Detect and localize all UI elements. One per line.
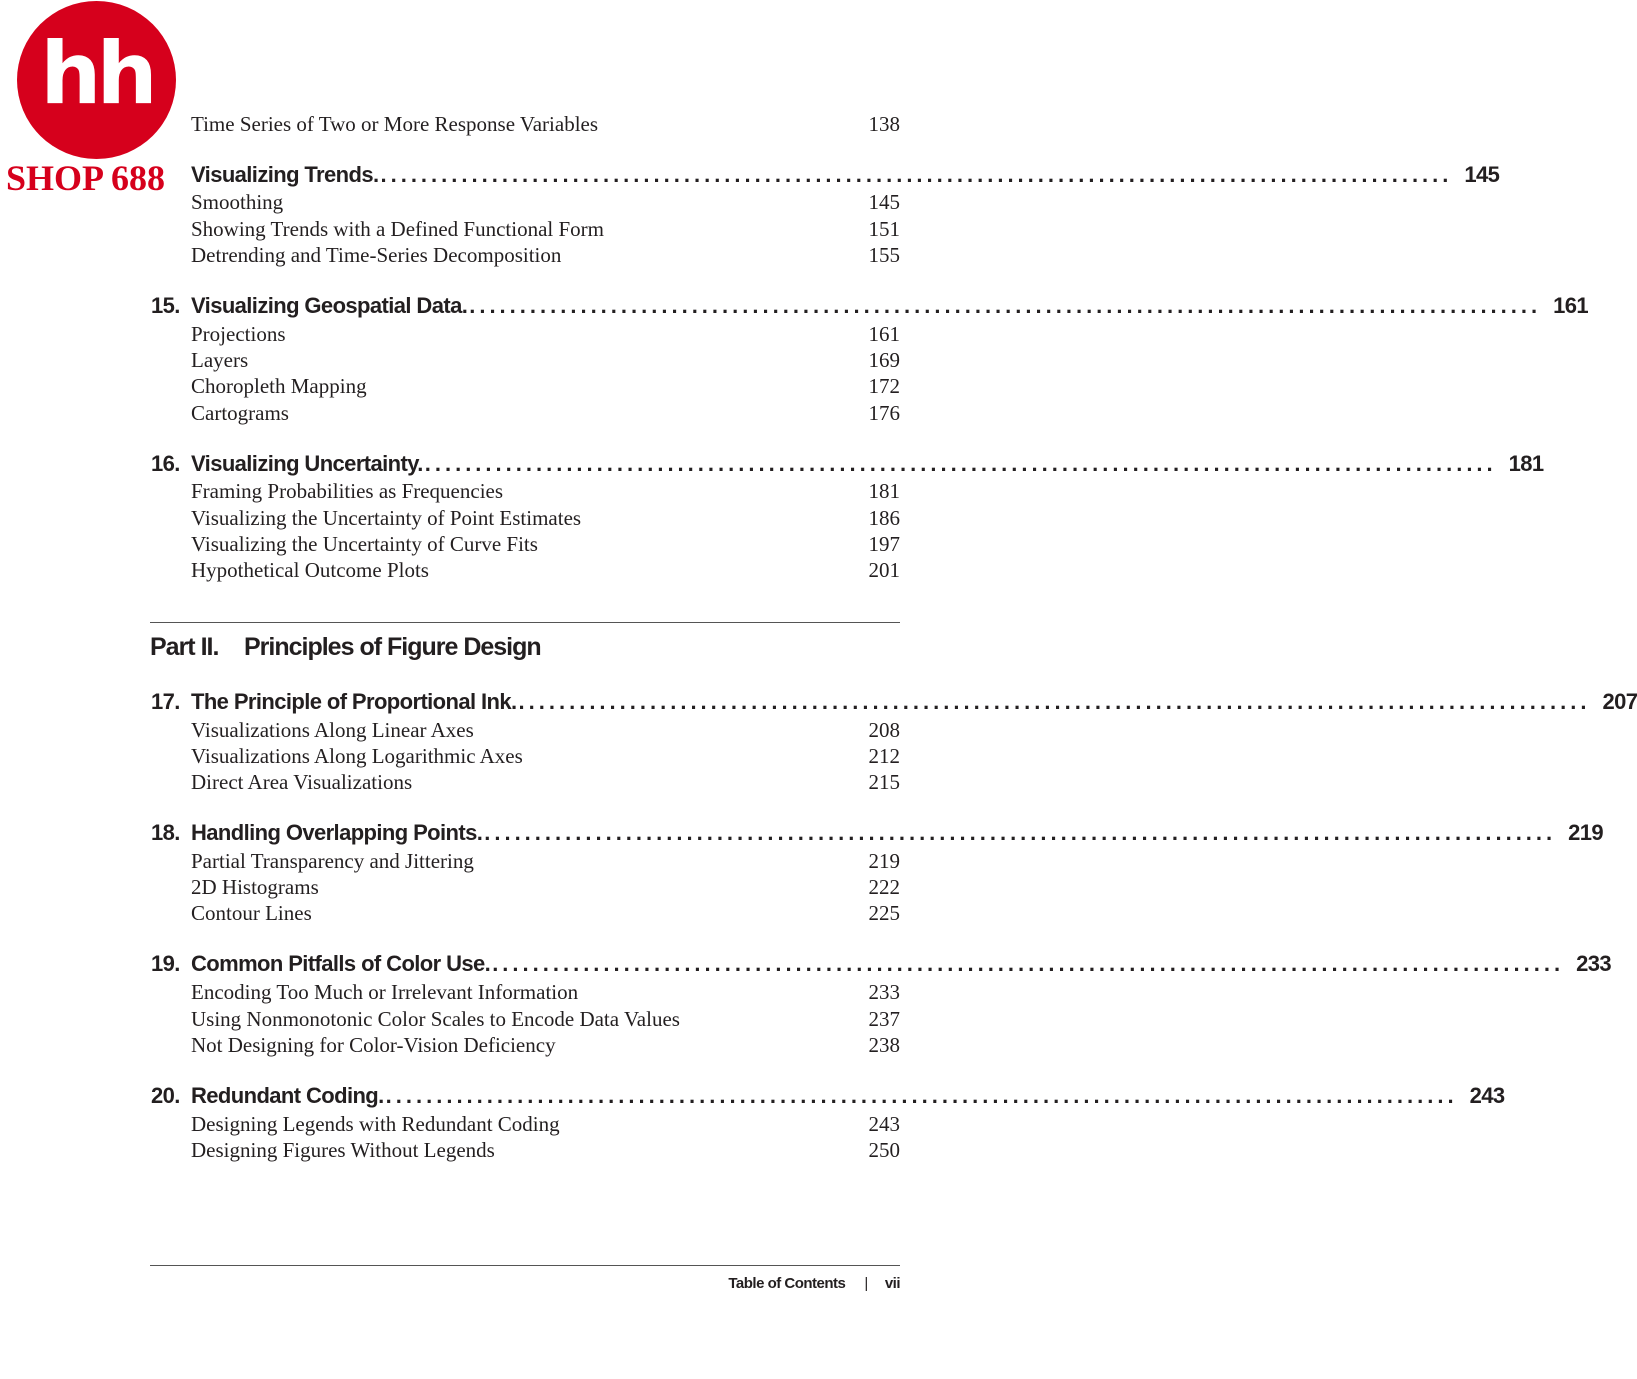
section-page: 219 bbox=[868, 849, 900, 873]
section-title: Using Nonmonotonic Color Scales to Encode Data Values bbox=[191, 1007, 680, 1031]
section-title: Contour Lines bbox=[191, 901, 312, 925]
section-page: 222 bbox=[868, 875, 900, 899]
section-page: 201 bbox=[868, 558, 900, 582]
section-title: Smoothing bbox=[191, 190, 284, 214]
section-page: 186 bbox=[868, 506, 900, 530]
toc-section[interactable] bbox=[191, 1032, 900, 1058]
section-page: 145 bbox=[868, 190, 900, 214]
toc-section[interactable] bbox=[191, 242, 900, 268]
toc-section[interactable] bbox=[191, 1137, 900, 1163]
toc-section[interactable] bbox=[191, 1006, 900, 1032]
chapter-title: Visualizing Uncertainty. bbox=[191, 451, 423, 476]
chapter-title: Redundant Coding. bbox=[191, 1083, 384, 1108]
toc-section[interactable] bbox=[191, 900, 900, 926]
chapter-title: Common Pitfalls of Color Use. bbox=[191, 951, 491, 976]
section-title: Visualizing the Uncertainty of Point Estimates bbox=[191, 506, 582, 530]
toc-section[interactable] bbox=[191, 189, 900, 215]
toc-section[interactable] bbox=[191, 848, 900, 874]
page-footer bbox=[728, 1273, 900, 1295]
chapter-number: 16. bbox=[151, 451, 180, 476]
dot-leader: .......................................................................................................... bbox=[380, 162, 1453, 187]
toc-chapter-14[interactable] bbox=[151, 160, 1500, 190]
section-title: Choropleth Mapping bbox=[191, 374, 367, 398]
toc-section[interactable] bbox=[191, 717, 900, 743]
section-title: Visualizing the Uncertainty of Curve Fits bbox=[191, 532, 538, 556]
section-title: Partial Transparency and Jittering bbox=[191, 849, 474, 873]
section-title: Direct Area Visualizations bbox=[191, 770, 413, 794]
chapter-page: 243 bbox=[1469, 1083, 1505, 1108]
toc-section[interactable] bbox=[191, 111, 900, 137]
chapter-number: 18. bbox=[151, 820, 180, 845]
section-page: 215 bbox=[868, 770, 900, 794]
section-title: Showing Trends with a Defined Functional Form bbox=[191, 217, 604, 241]
section-title: Encoding Too Much or Irrelevant Information bbox=[191, 980, 579, 1004]
chapter-page: 181 bbox=[1508, 451, 1544, 476]
toc-section[interactable] bbox=[191, 743, 900, 769]
section-page: 181 bbox=[868, 479, 900, 503]
chapter-number: 17. bbox=[151, 689, 180, 714]
section-title: Visualizations Along Logarithmic Axes bbox=[191, 744, 523, 768]
section-page: 151 bbox=[868, 217, 900, 241]
chapter-page: 219 bbox=[1568, 820, 1604, 845]
dot-leader: .......................................................................................................... bbox=[424, 451, 1497, 476]
footer-separator: | bbox=[864, 1275, 868, 1292]
section-title: Not Designing for Color-Vision Deficiency bbox=[191, 1033, 556, 1057]
section-page: 233 bbox=[868, 980, 900, 1004]
section-page: 238 bbox=[868, 1033, 900, 1057]
section-title: Time Series of Two or More Response Variables bbox=[191, 112, 599, 136]
section-page: 155 bbox=[868, 243, 900, 267]
section-page: 250 bbox=[868, 1138, 900, 1162]
part-title: Principles of Figure Design bbox=[244, 633, 541, 661]
part-heading[interactable] bbox=[150, 630, 541, 664]
toc-section[interactable] bbox=[191, 769, 900, 795]
footer-label: Table of Contents bbox=[728, 1275, 846, 1292]
toc-section[interactable] bbox=[191, 557, 900, 583]
toc-chapter-19[interactable] bbox=[151, 949, 1611, 979]
chapter-title: The Principle of Proportional Ink. bbox=[191, 689, 517, 714]
toc-section[interactable] bbox=[191, 478, 900, 504]
toc-section[interactable] bbox=[191, 321, 900, 347]
chapter-page: 207 bbox=[1602, 689, 1637, 714]
dot-leader: .......................................................................................................... bbox=[518, 689, 1591, 714]
section-page: 208 bbox=[868, 718, 900, 742]
chapter-number: 19. bbox=[151, 951, 180, 976]
toc-section[interactable] bbox=[191, 216, 900, 242]
toc-chapter-17[interactable] bbox=[151, 687, 1637, 717]
hh-logo bbox=[17, 1, 176, 159]
section-title: Projections bbox=[191, 322, 286, 346]
section-title: Designing Figures Without Legends bbox=[191, 1138, 495, 1162]
toc-section[interactable] bbox=[191, 505, 900, 531]
dot-leader: .......................................................................................................... bbox=[469, 293, 1542, 318]
section-page: 237 bbox=[868, 1007, 900, 1031]
section-title: Cartograms bbox=[191, 401, 289, 425]
logo-text: hh bbox=[40, 24, 153, 124]
chapter-page: 145 bbox=[1464, 162, 1500, 187]
section-page: 243 bbox=[868, 1112, 900, 1136]
toc-section[interactable] bbox=[191, 347, 900, 373]
dot-leader: .......................................................................................................... bbox=[492, 951, 1565, 976]
footer-page-number: vii bbox=[884, 1275, 900, 1292]
toc-chapter-16[interactable] bbox=[151, 449, 1544, 479]
toc-section[interactable] bbox=[191, 531, 900, 557]
section-title: Designing Legends with Redundant Coding bbox=[191, 1112, 560, 1136]
section-title: Hypothetical Outcome Plots bbox=[191, 558, 429, 582]
chapter-number: 15. bbox=[151, 293, 180, 318]
section-title: Framing Probabilities as Frequencies bbox=[191, 479, 504, 503]
dot-leader: .......................................................................................................... bbox=[484, 820, 1557, 845]
toc-section[interactable] bbox=[191, 979, 900, 1005]
section-title: 2D Histograms bbox=[191, 875, 319, 899]
chapter-title: Visualizing Trends. bbox=[191, 162, 379, 187]
section-page: 225 bbox=[868, 901, 900, 925]
chapter-title: Visualizing Geospatial Data. bbox=[191, 293, 468, 318]
toc-chapter-15[interactable] bbox=[151, 291, 1589, 321]
chapter-title: Handling Overlapping Points. bbox=[191, 820, 483, 845]
section-page: 161 bbox=[868, 322, 900, 346]
section-title: Layers bbox=[191, 348, 249, 372]
section-title: Visualizations Along Linear Axes bbox=[191, 718, 474, 742]
part-label: Part II. bbox=[150, 633, 219, 661]
toc-section[interactable] bbox=[191, 400, 900, 426]
part-divider-rule bbox=[150, 622, 900, 623]
chapter-page: 161 bbox=[1553, 293, 1589, 318]
chapter-number: 20. bbox=[151, 1083, 180, 1108]
toc-section[interactable] bbox=[191, 874, 900, 900]
section-page: 169 bbox=[868, 348, 900, 372]
toc-section[interactable] bbox=[191, 1111, 900, 1137]
section-title: Detrending and Time-Series Decomposition bbox=[191, 243, 562, 267]
section-page: 172 bbox=[868, 374, 900, 398]
toc-chapter-18[interactable] bbox=[151, 818, 1604, 848]
section-page: 197 bbox=[868, 532, 900, 556]
toc-chapter-20[interactable] bbox=[151, 1081, 1505, 1111]
chapter-page: 233 bbox=[1576, 951, 1611, 976]
shop-watermark: SHOP 688 bbox=[6, 158, 166, 198]
footer-rule bbox=[150, 1265, 900, 1266]
section-page: 138 bbox=[868, 112, 900, 136]
toc-section[interactable] bbox=[191, 373, 900, 399]
section-page: 176 bbox=[868, 401, 900, 425]
section-page: 212 bbox=[868, 744, 900, 768]
dot-leader: .......................................................................................................... bbox=[385, 1083, 1458, 1108]
